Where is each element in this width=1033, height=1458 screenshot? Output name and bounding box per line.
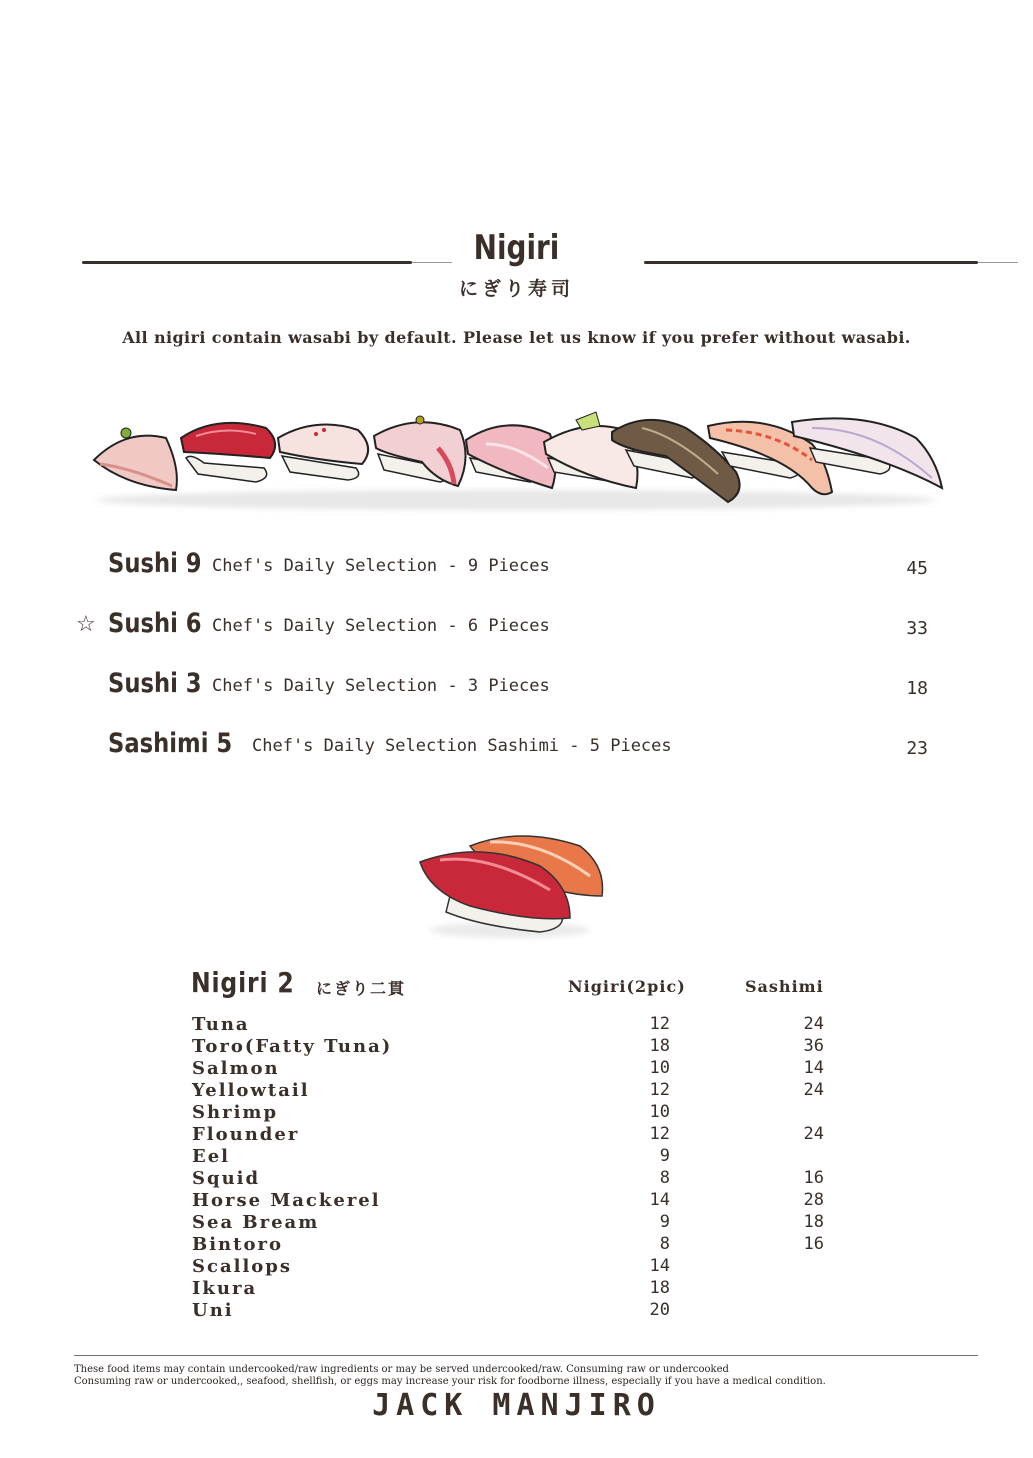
nigiri-2-subtitle-japanese: にぎり二貫 [316,979,407,998]
selection-row-sushi-9 [108,548,928,584]
nigiri-price: 8 [659,1168,670,1188]
selection-description: Chef's Daily Selection - 9 Pieces [212,556,550,576]
item-name-flounder: Flounder [192,1124,300,1145]
nigiri-price: 10 [649,1058,670,1078]
selection-description: Chef's Daily Selection - 3 Pieces [212,676,550,696]
nigiri-price: 9 [659,1212,670,1232]
nigiri-price: 12 [649,1080,670,1100]
column-header-sashimi: Sashimi [745,977,824,996]
star-icon: ☆ [76,612,96,637]
sashimi-price: 18 [803,1212,824,1232]
footer-rule [74,1355,978,1356]
selection-price: 23 [906,738,928,759]
disclaimer-line-1: These food items may contain undercooked/raw ingredients or may be served undercooked/raw. Consuming raw or undercooked [74,1364,729,1375]
nigiri-price: 18 [649,1036,670,1056]
disclaimer-line-2: Consuming raw or undercooked,, seafood, shellfish, or eggs may increase your risk for foodborne illness, especially if you have a medical condition. [74,1376,826,1387]
sashimi-price [764,1101,824,1123]
item-name-tuna: Tuna [192,1014,250,1035]
page-title: Nigiri [473,228,560,268]
item-name-shrimp: Shrimp [192,1102,279,1123]
selection-row-sushi-3 [108,668,928,704]
selection-name: Sushi 3 [108,668,202,699]
nigiri-price: 14 [649,1190,670,1210]
item-name-salmon: Salmon [192,1058,280,1079]
item-name-yellowtail: Yellowtail [192,1080,310,1101]
nigiri-2-title: Nigiri 2 [191,966,295,999]
sashimi-price: 16 [803,1234,824,1254]
item-name-toro: Toro(Fatty Tuna) [192,1036,393,1057]
sashimi-price [764,1255,824,1277]
nigiri-illustration-2 [181,423,275,482]
sashimi-price: 24 [803,1124,824,1144]
sashimi-price: 28 [803,1190,824,1210]
sashimi-price: 24 [803,1014,824,1034]
nigiri-price: 20 [649,1300,670,1320]
sashimi-price: 24 [803,1080,824,1100]
nigiri-price: 8 [659,1234,670,1254]
selection-row-sashimi-5 [108,728,928,764]
item-name-squid: Squid [192,1168,261,1189]
sashimi-price-column [764,1013,824,1321]
nigiri-illustration-5 [466,425,556,488]
selection-price: 33 [906,618,928,639]
selection-name: Sushi 9 [108,548,202,579]
tuna-salmon-illustration [410,826,610,944]
nigiri-price: 9 [659,1146,670,1166]
nigiri-price: 12 [649,1124,670,1144]
selection-price: 18 [906,678,928,699]
item-name-bintoro: Bintoro [192,1234,283,1255]
selection-description: Chef's Daily Selection - 6 Pieces [212,616,550,636]
selection-description: Chef's Daily Selection Sashimi - 5 Pieces [252,736,672,756]
selection-name: Sashimi 5 [108,728,233,759]
item-name-scallops: Scallops [192,1256,293,1277]
selection-name: Sushi 6 [108,608,202,639]
sashimi-price: 16 [803,1168,824,1188]
nigiri-illustration-3 [278,425,368,480]
item-name-horse-mackerel: Horse Mackerel [192,1190,381,1211]
column-header-nigiri: Nigiri(2pic) [568,977,686,996]
nigiri-illustration-strip [86,408,952,520]
page-subtitle-japanese: にぎり寿司 [458,278,574,300]
nigiri-price-column [610,1013,670,1321]
nigiri-2-item-list [192,1014,392,1322]
nigiri-price: 12 [649,1014,670,1034]
item-name-ikura: Ikura [192,1278,258,1299]
nigiri-illustration-4 [374,416,466,486]
sashimi-price [764,1277,824,1299]
sashimi-price: 14 [803,1058,824,1078]
item-name-eel: Eel [192,1146,231,1167]
selection-price: 45 [906,558,928,579]
nigiri-illustration-1 [94,428,177,490]
restaurant-brand: JACK MANJIRO [372,1388,661,1423]
wasabi-note: All nigiri contain wasabi by default. Please let us know if you prefer without wasabi. [122,328,911,347]
sashimi-price [764,1299,824,1321]
selection-row-sushi-6 [76,608,928,644]
nigiri-price: 14 [649,1256,670,1276]
nigiri-illustration-6 [544,412,638,488]
item-name-sea-bream: Sea Bream [192,1212,320,1233]
sashimi-price: 36 [803,1036,824,1056]
sashimi-price [764,1145,824,1167]
nigiri-price: 10 [649,1102,670,1122]
item-name-uni: Uni [192,1300,234,1321]
nigiri-price: 18 [649,1278,670,1298]
